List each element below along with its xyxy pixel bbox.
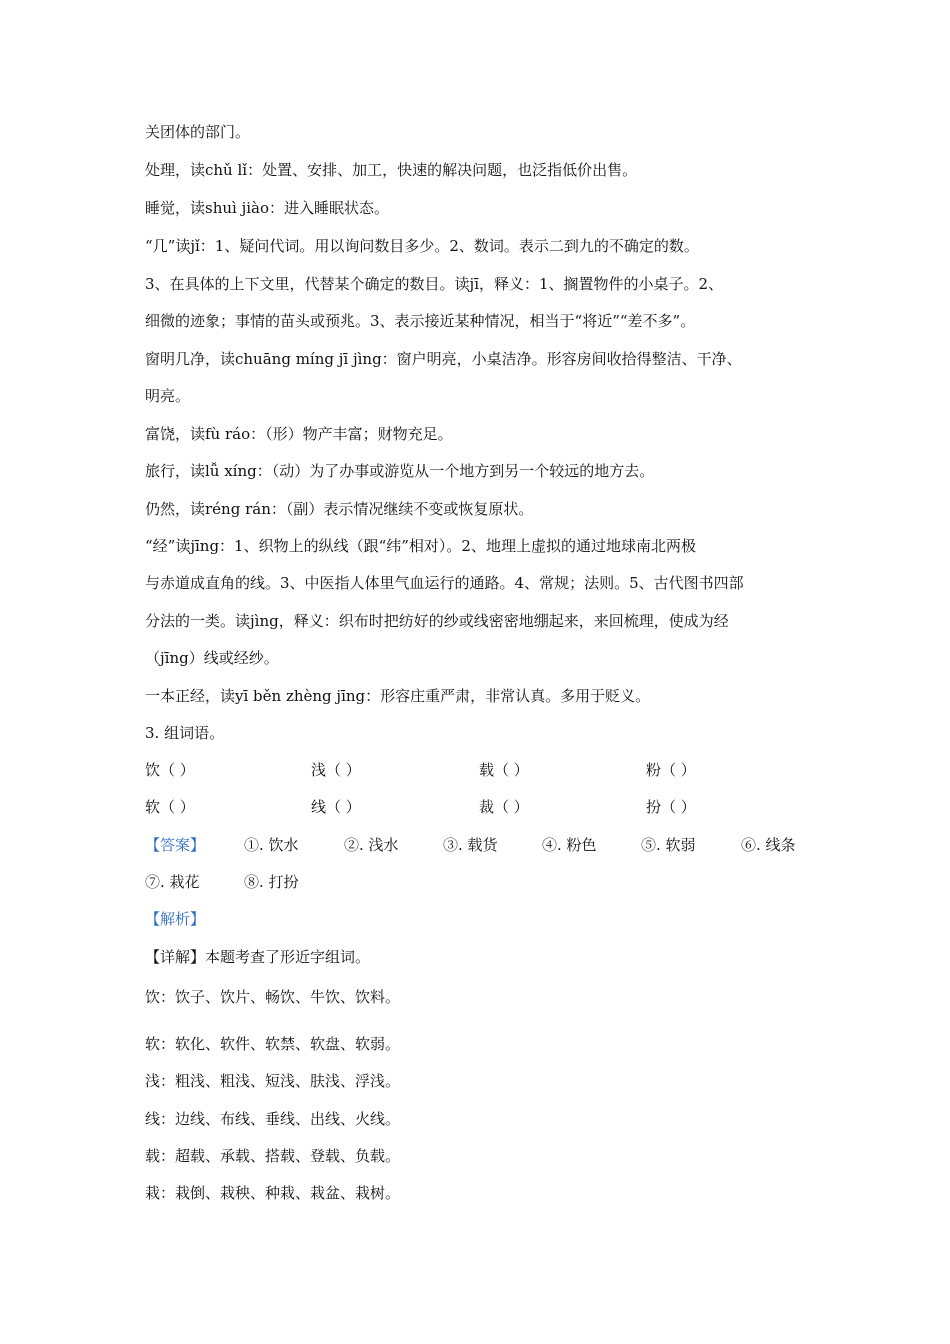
fill-in-item: 软（ ） (145, 798, 195, 816)
question-heading: 3. 组词语。 (145, 724, 225, 742)
text-line: 旅行，读lǚ xíng：（动）为了办事或游览从一个地方到另一个较远的地方去。 (145, 462, 655, 480)
fill-in-item: 裁（ ） (479, 798, 529, 816)
fill-in-item: 饮（ ） (145, 761, 195, 779)
answer-item: ②. 浅水 (344, 836, 399, 854)
word-group-line: 线：边线、布线、垂线、出线、火线。 (145, 1110, 401, 1128)
text-line: 关团体的部门。 (145, 123, 251, 141)
text-line: （jīng）线或经纱。 (145, 649, 279, 667)
answer-item: ⑤. 软弱 (641, 836, 696, 854)
text-line: 分法的一类。读jìng，释义：织布时把纺好的纱或线密密地绷起来，来回梳理，使成为经 (145, 612, 729, 630)
fill-in-item: 浅（ ） (311, 761, 361, 779)
text-line: 细微的迹象；事情的苗头或预兆。3、表示接近某种情况，相当于“将近”“差不多”。 (145, 312, 696, 330)
fill-in-item: 粉（ ） (646, 761, 696, 779)
answer-item: ⑦. 栽花 (145, 873, 200, 891)
word-group-line: 栽：栽倒、栽秧、种栽、栽盆、栽树。 (145, 1184, 401, 1202)
analysis-tag: 【解析】 (145, 910, 206, 928)
word-group-line: 软：软化、软件、软禁、软盘、软弱。 (145, 1035, 401, 1053)
fill-in-item: 载（ ） (479, 761, 529, 779)
answer-item: ④. 粉色 (542, 836, 597, 854)
word-group-line: 载：超载、承载、搭载、登载、负载。 (145, 1147, 401, 1165)
answer-item: ⑧. 打扮 (244, 873, 299, 891)
text-line: 睡觉，读shuì jiào：进入睡眠状态。 (145, 199, 390, 217)
answer-item: ③. 载货 (443, 836, 498, 854)
text-line: “经”读jīng：1、织物上的纵线（跟“纬”相对）。2、地理上虚拟的通过地球南北两极 (145, 537, 696, 555)
fill-in-item: 扮（ ） (646, 798, 696, 816)
text-line: 仍然，读réng rán：（副）表示情况继续不变或恢复原状。 (145, 500, 534, 518)
word-group-line: 饮：饮子、饮片、畅饮、牛饮、饮料。 (145, 988, 401, 1006)
detail-line: 【详解】本题考查了形近字组词。 (145, 948, 371, 966)
fill-in-item: 线（ ） (311, 798, 361, 816)
text-line: 富饶，读fù ráo：（形）物产丰富；财物充足。 (145, 425, 453, 443)
answer-tag: 【答案】 (145, 836, 206, 854)
text-line: 3、在具体的上下文里，代替某个确定的数目。读jī，释义：1、搁置物件的小桌子。2、 (145, 275, 724, 293)
text-line: 窗明几净，读chuāng míng jī jìng：窗户明亮，小桌洁净。形容房间收拾得整洁、干净、 (145, 350, 742, 368)
text-line: “几”读jǐ：1、疑问代词。用以询问数目多少。2、数词。表示二到九的不确定的数。 (145, 237, 699, 255)
text-line: 处理，读chǔ lǐ：处置、安排、加工，快速的解决问题，也泛指低价出售。 (145, 161, 638, 179)
text-line: 与赤道成直角的线。3、中医指人体里气血运行的通路。4、常规；法则。5、古代图书四部 (145, 574, 744, 592)
text-line: 一本正经，读yī běn zhèng jīng：形容庄重严肃，非常认真。多用于贬义。 (145, 687, 651, 705)
text-line: 明亮。 (145, 387, 191, 405)
answer-item: ①. 饮水 (244, 836, 299, 854)
answer-item: ⑥. 线条 (741, 836, 796, 854)
word-group-line: 浅：粗浅、粗浅、短浅、肤浅、浮浅。 (145, 1072, 401, 1090)
